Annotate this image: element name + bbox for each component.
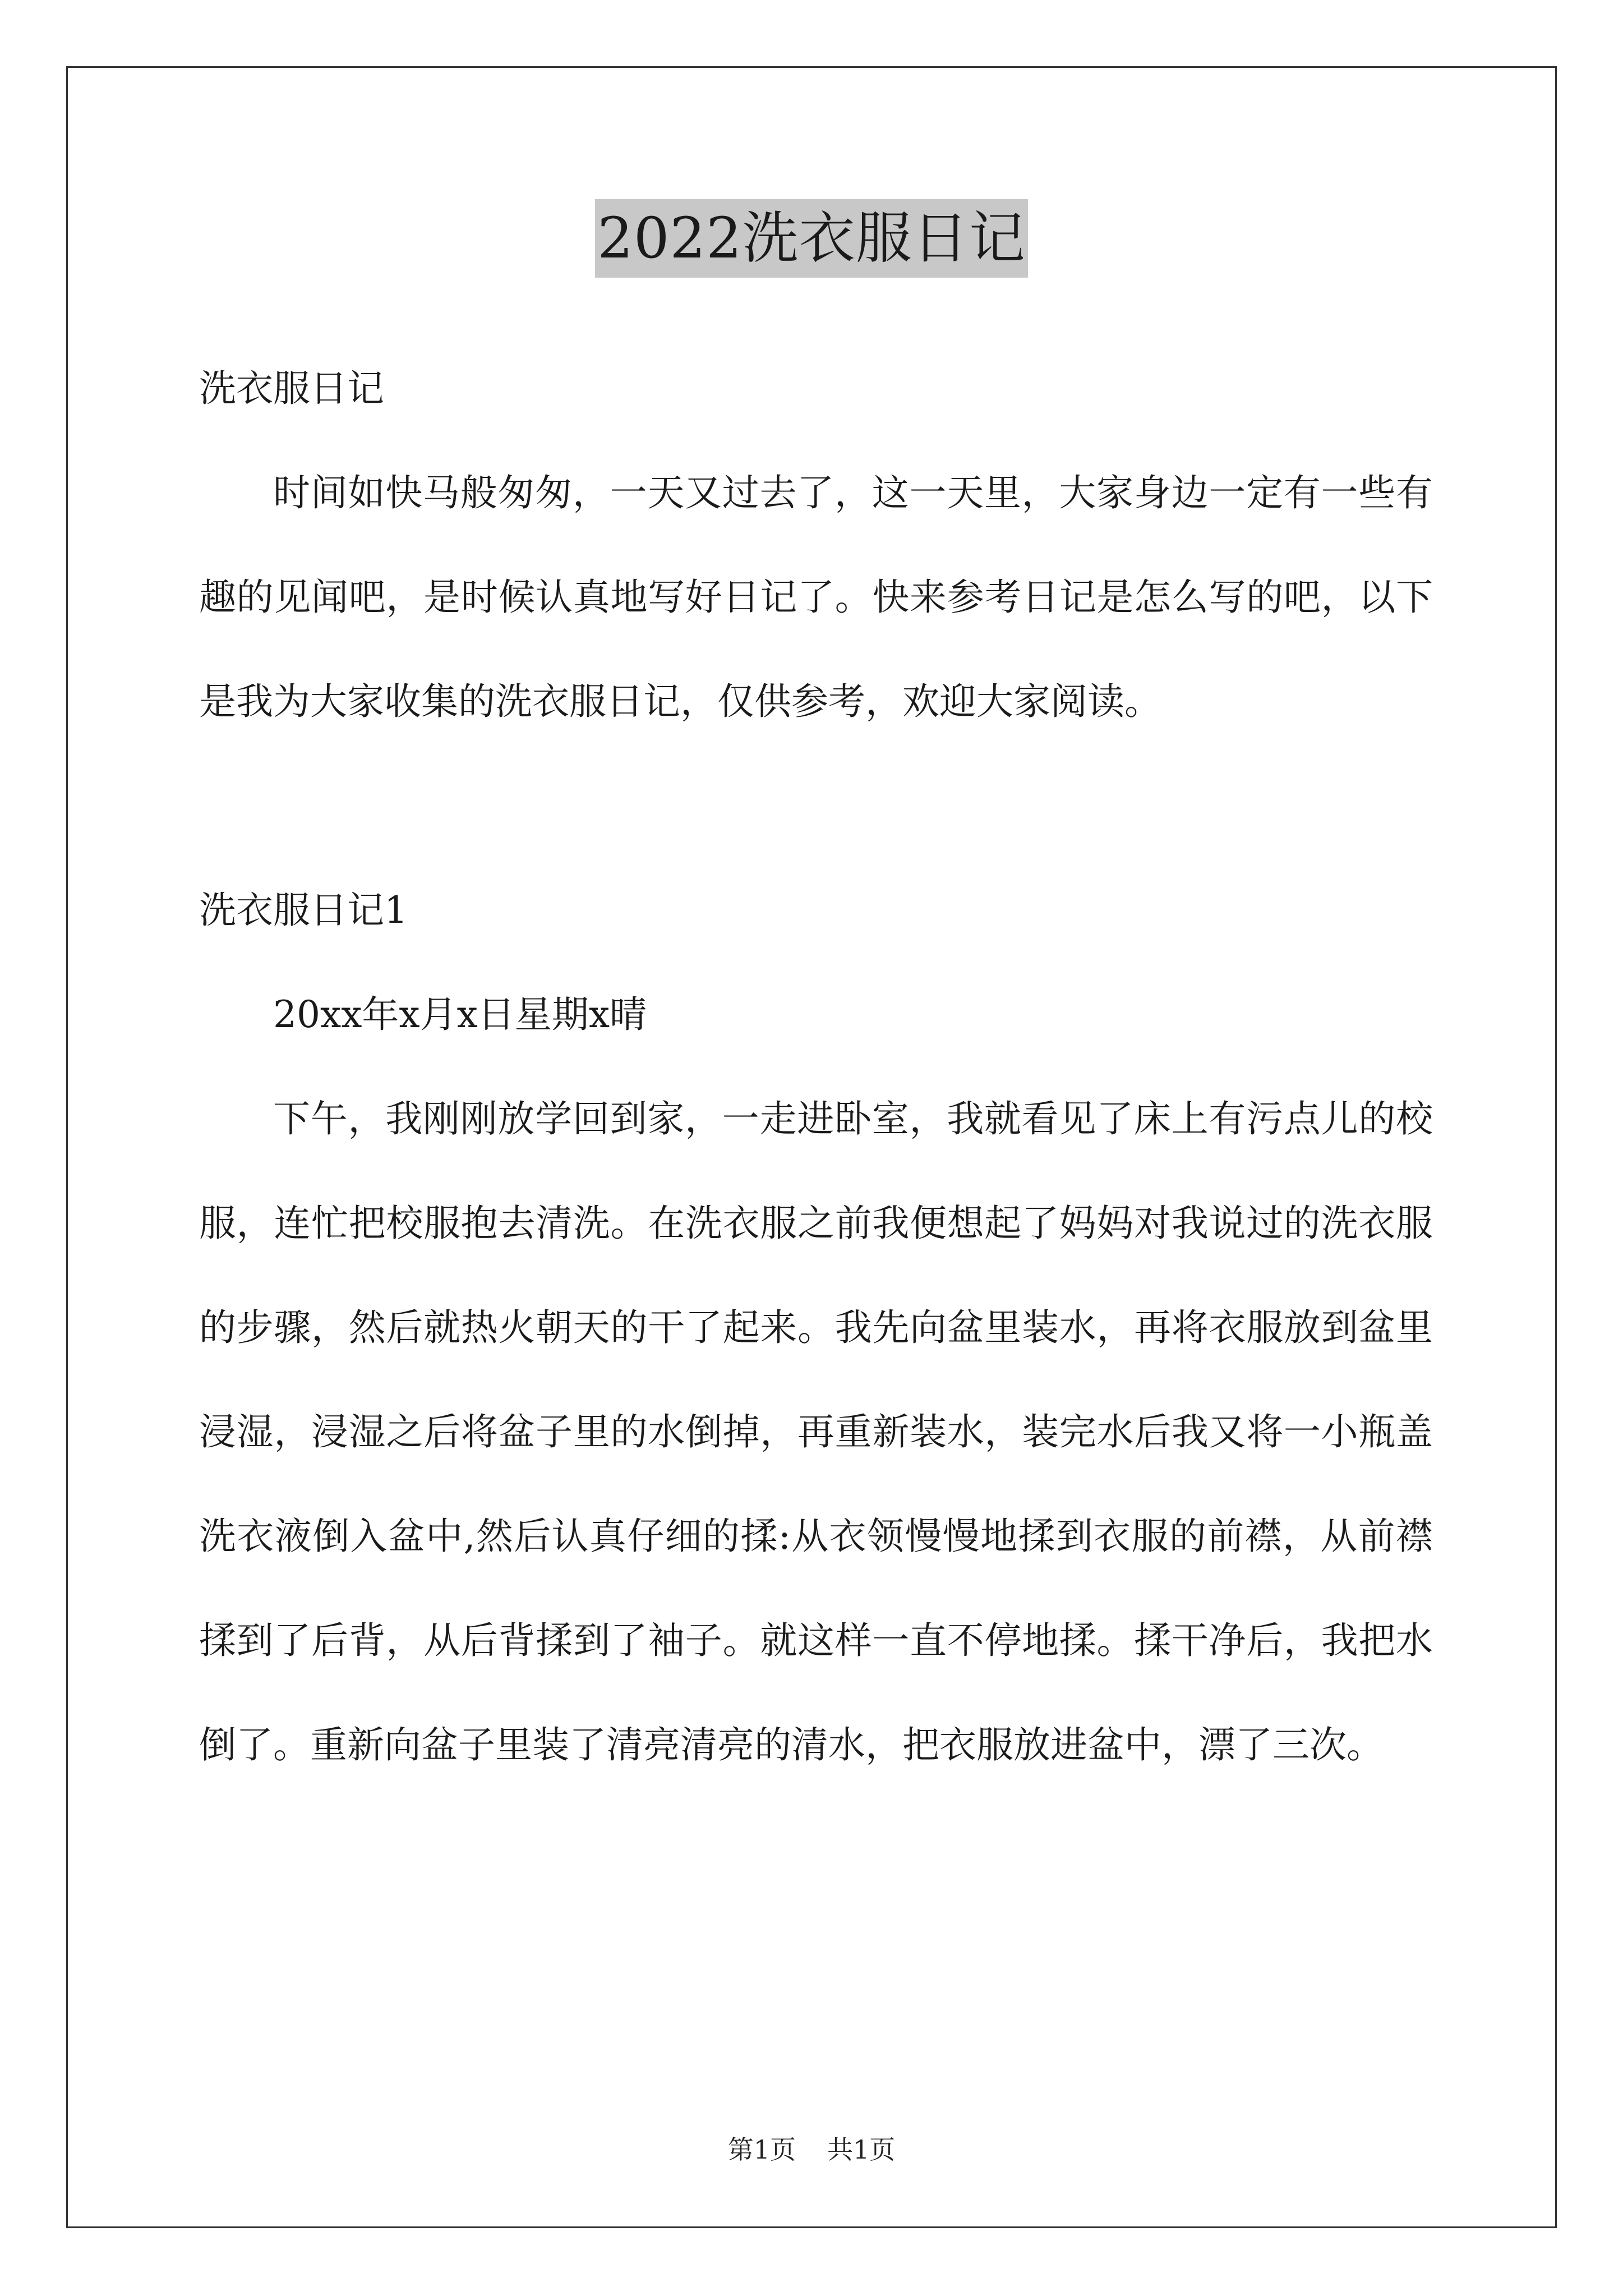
title-container	[0, 199, 1623, 278]
intro-paragraph: 时间如快马般匆匆，一天又过去了，这一天里，大家身边一定有一些有趣的见闻吧，是时候认真地写好日记了。快来参考日记是怎么写的吧，以下是我为大家收集的洗衣服日记，仅供参考，欢迎大家阅读。	[199, 471, 1433, 723]
document-title: 2022洗衣服日记	[595, 199, 1028, 278]
document-subtitle: 洗衣服日记	[199, 367, 384, 410]
document-body	[199, 337, 1433, 1797]
page-number-total: 共1页	[827, 2134, 896, 2165]
section-heading: 洗衣服日记1	[199, 889, 408, 932]
page-footer	[0, 2133, 1623, 2166]
section-spacer	[199, 754, 1433, 858]
date-line: 20xx年x月x日星期x晴	[273, 993, 647, 1036]
page-number-current: 第1页	[727, 2134, 796, 2165]
body-paragraph: 下午，我刚刚放学回到家，一走进卧室，我就看见了床上有污点儿的校服，连忙把校服抱去清洗。在洗衣服之前我便想起了妈妈对我说过的洗衣服的步骤，然后就热火朝天的干了起来。我先向盆里装水，再将衣服放到盆里浸湿，浸湿之后将盆子里的水倒掉，再重新装水，装完水后我又将一小瓶盖洗衣液倒入盆中,然后认真仔细的揉:从衣领慢慢地揉到衣服的前襟，从前襟揉到了后背，从后背揉到了袖子。就这样一直不停地揉。揉干净后，我把水倒了。重新向盆子里装了清亮清亮的清水，把衣服放进盆中，漂了三次。	[199, 1097, 1433, 1766]
